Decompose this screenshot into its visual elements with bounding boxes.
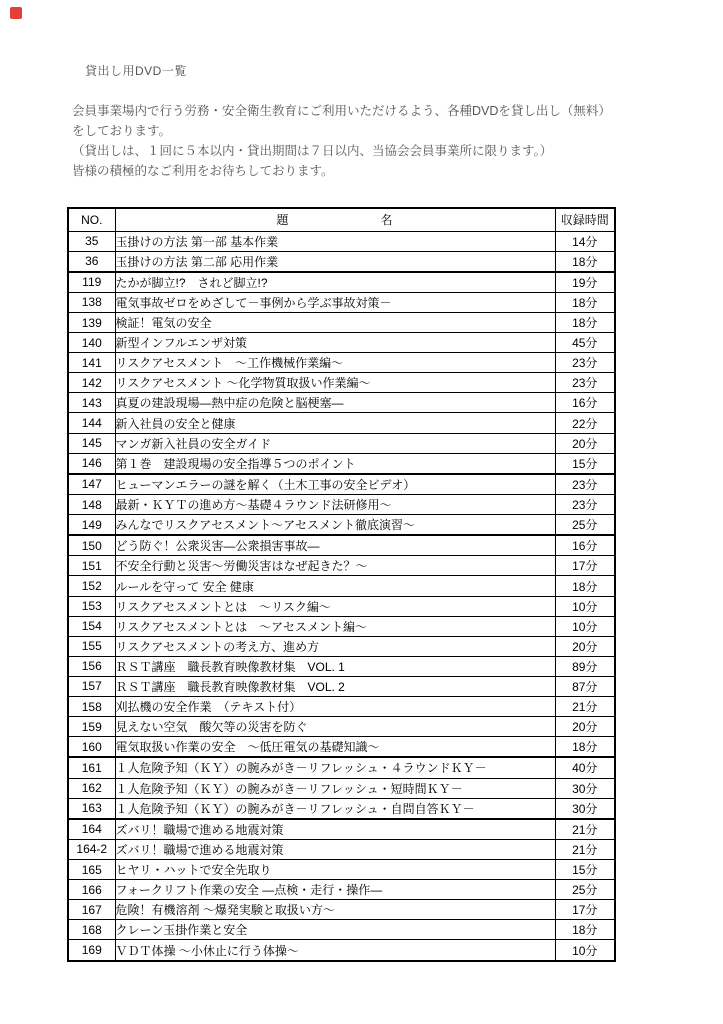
cell-duration: 30分 <box>555 778 615 798</box>
table-row <box>68 373 615 393</box>
table-row <box>68 798 615 819</box>
cell-duration: 23分 <box>555 353 615 373</box>
table-row <box>68 535 615 556</box>
cell-no: 149 <box>68 515 115 536</box>
cell-no: 141 <box>68 353 115 373</box>
cell-title: リスクアセスメントの考え方、進め方 <box>115 636 555 656</box>
table-row <box>68 576 615 596</box>
cell-duration: 17分 <box>555 556 615 576</box>
cell-title: 検証！電気の安全 <box>115 313 555 333</box>
table-row <box>68 556 615 576</box>
cell-no: 169 <box>68 940 115 961</box>
table-row <box>68 717 615 737</box>
table-row <box>68 313 615 333</box>
cell-title: ルールを守って 安全 健康 <box>115 576 555 596</box>
intro-line-3: （貸出しは、１回に５本以内・貸出期間は７日以内、当協会会員事業所に限ります。） <box>72 144 553 158</box>
cell-no: 165 <box>68 860 115 880</box>
cell-no: 145 <box>68 433 115 453</box>
table-row <box>68 393 615 413</box>
cell-no: 144 <box>68 413 115 433</box>
cell-duration: 15分 <box>555 453 615 474</box>
table-row <box>68 737 615 758</box>
cell-title: 新入社員の安全と健康 <box>115 413 555 433</box>
cell-no: 140 <box>68 333 115 353</box>
cell-title: ズバリ！職場で進める地震対策 <box>115 819 555 840</box>
cell-duration: 87分 <box>555 676 615 696</box>
cell-title: ヒヤリ・ハットで安全先取り <box>115 860 555 880</box>
cell-title: リスクアセスメント ～化学物質取扱い作業編～ <box>115 373 555 393</box>
cell-title: リスクアセスメント ～工作機械作業編～ <box>115 353 555 373</box>
cell-duration: 20分 <box>555 717 615 737</box>
table-row <box>68 860 615 880</box>
cell-duration: 10分 <box>555 616 615 636</box>
cell-no: 167 <box>68 900 115 920</box>
cell-no: 166 <box>68 880 115 900</box>
dvd-table-body <box>68 231 615 961</box>
cell-title: ズバリ！職場で進める地震対策 <box>115 839 555 859</box>
cell-duration: 25分 <box>555 880 615 900</box>
cell-title: １人危険予知（ＫＹ）の腕みがき－リフレッシュ・４ラウンドＫＹ－ <box>115 757 555 778</box>
table-row <box>68 819 615 840</box>
cell-no: 138 <box>68 292 115 312</box>
cell-title: ＲＳＴ講座 職長教育映像教材集 VOL. 2 <box>115 676 555 696</box>
cell-title: 第１巻 建設現場の安全指導５つのポイント <box>115 453 555 474</box>
cell-no: 157 <box>68 676 115 696</box>
cell-no: 155 <box>68 636 115 656</box>
cell-duration: 18分 <box>555 251 615 272</box>
cell-duration: 40分 <box>555 757 615 778</box>
cell-title: ヒューマンエラーの謎を解く（土木工事の安全ビデオ） <box>115 474 555 495</box>
cell-title: リスクアセスメントとは ～リスク編～ <box>115 596 555 616</box>
cell-duration: 20分 <box>555 636 615 656</box>
cell-no: 148 <box>68 494 115 514</box>
table-row <box>68 778 615 798</box>
cell-title: 真夏の建設現場—熱中症の危険と脳梗塞— <box>115 393 555 413</box>
cell-no: 159 <box>68 717 115 737</box>
red-marker-icon <box>10 7 22 19</box>
cell-duration: 20分 <box>555 433 615 453</box>
cell-duration: 16分 <box>555 535 615 556</box>
cell-title: 刈払機の安全作業 （テキスト付） <box>115 697 555 717</box>
cell-title: １人危険予知（ＫＹ）の腕みがき－リフレッシュ・自問自答ＫＹ－ <box>115 798 555 819</box>
intro-line-1: 会員事業場内で行う労務・安全衛生教育にご利用いただけるよう、各種DVDを貸し出し（無料） <box>72 104 611 118</box>
cell-duration: 18分 <box>555 737 615 758</box>
table-row <box>68 920 615 940</box>
intro-line-2: をしております。 <box>72 124 172 138</box>
cell-duration: 45分 <box>555 333 615 353</box>
cell-title: ＲＳＴ講座 職長教育映像教材集 VOL. 1 <box>115 656 555 676</box>
cell-no: 36 <box>68 251 115 272</box>
cell-no: 156 <box>68 656 115 676</box>
intro-line-4: 皆様の積極的なご利用をお待ちしております。 <box>72 164 334 178</box>
cell-no: 164-2 <box>68 839 115 859</box>
cell-title: 新型インフルエンザ対策 <box>115 333 555 353</box>
table-row <box>68 272 615 293</box>
cell-duration: 18分 <box>555 920 615 940</box>
cell-duration: 15分 <box>555 860 615 880</box>
cell-no: 153 <box>68 596 115 616</box>
cell-no: 151 <box>68 556 115 576</box>
cell-no: 150 <box>68 535 115 556</box>
cell-duration: 21分 <box>555 697 615 717</box>
table-row <box>68 453 615 474</box>
cell-duration: 22分 <box>555 413 615 433</box>
cell-title: たかが脚立!? されど脚立!? <box>115 272 555 293</box>
table-row <box>68 676 615 696</box>
cell-duration: 10分 <box>555 596 615 616</box>
cell-duration: 18分 <box>555 576 615 596</box>
cell-title: マンガ新入社員の安全ガイド <box>115 433 555 453</box>
cell-no: 168 <box>68 920 115 940</box>
cell-no: 164 <box>68 819 115 840</box>
table-row <box>68 494 615 514</box>
cell-title: 玉掛けの方法 第一部 基本作業 <box>115 231 555 251</box>
cell-duration: 14分 <box>555 231 615 251</box>
cell-no: 160 <box>68 737 115 758</box>
table-row <box>68 940 615 961</box>
cell-no: 119 <box>68 272 115 293</box>
intro-text <box>72 101 652 181</box>
cell-duration: 18分 <box>555 292 615 312</box>
cell-title: 最新・ＫＹＴの進め方～基礎４ラウンド法研修用～ <box>115 494 555 514</box>
page-title: 貸出し用DVD一覧 <box>85 64 187 78</box>
cell-title: どう防ぐ！公衆災害—公衆損害事故— <box>115 535 555 556</box>
cell-no: 143 <box>68 393 115 413</box>
cell-duration: 18分 <box>555 313 615 333</box>
table-row <box>68 333 615 353</box>
cell-duration: 30分 <box>555 798 615 819</box>
cell-duration: 16分 <box>555 393 615 413</box>
cell-title: クレーン玉掛作業と安全 <box>115 920 555 940</box>
header-no: NO. <box>68 208 115 231</box>
table-row <box>68 839 615 859</box>
cell-duration: 21分 <box>555 819 615 840</box>
cell-no: 142 <box>68 373 115 393</box>
cell-no: 146 <box>68 453 115 474</box>
table-row <box>68 616 615 636</box>
table-row <box>68 900 615 920</box>
cell-no: 154 <box>68 616 115 636</box>
cell-duration: 23分 <box>555 474 615 495</box>
cell-duration: 89分 <box>555 656 615 676</box>
cell-duration: 23分 <box>555 494 615 514</box>
table-row <box>68 433 615 453</box>
cell-duration: 19分 <box>555 272 615 293</box>
cell-title: 危険！有機溶剤 ～爆発実験と取扱い方～ <box>115 900 555 920</box>
header-duration: 収録時間 <box>555 208 615 231</box>
cell-no: 162 <box>68 778 115 798</box>
table-row <box>68 697 615 717</box>
cell-duration: 17分 <box>555 900 615 920</box>
cell-title: ＶＤＴ体操 ～小休止に行う体操～ <box>115 940 555 961</box>
table-row <box>68 292 615 312</box>
dvd-list-table <box>67 207 616 962</box>
cell-no: 139 <box>68 313 115 333</box>
cell-no: 163 <box>68 798 115 819</box>
table-row <box>68 636 615 656</box>
cell-no: 152 <box>68 576 115 596</box>
header-title: 題 名 <box>115 208 555 231</box>
table-row <box>68 656 615 676</box>
table-row <box>68 515 615 536</box>
cell-duration: 21分 <box>555 839 615 859</box>
table-row <box>68 353 615 373</box>
table-row <box>68 251 615 272</box>
cell-duration: 23分 <box>555 373 615 393</box>
cell-title: 電気取扱い作業の安全 ～低圧電気の基礎知識～ <box>115 737 555 758</box>
table-row <box>68 596 615 616</box>
cell-no: 161 <box>68 757 115 778</box>
cell-duration: 25分 <box>555 515 615 536</box>
table-row <box>68 413 615 433</box>
cell-no: 35 <box>68 231 115 251</box>
cell-title: フォークリフト作業の安全 —点検・走行・操作— <box>115 880 555 900</box>
cell-no: 147 <box>68 474 115 495</box>
cell-title: 玉掛けの方法 第二部 応用作業 <box>115 251 555 272</box>
cell-title: 不安全行動と災害～労働災害はなぜ起きた？～ <box>115 556 555 576</box>
table-row <box>68 880 615 900</box>
table-row <box>68 474 615 495</box>
cell-title: １人危険予知（ＫＹ）の腕みがき－リフレッシュ・短時間ＫＹ－ <box>115 778 555 798</box>
cell-duration: 10分 <box>555 940 615 961</box>
cell-title: 見えない空気 酸欠等の災害を防ぐ <box>115 717 555 737</box>
table-row <box>68 231 615 251</box>
cell-title: みんなでリスクアセスメント～アセスメント徹底演習～ <box>115 515 555 536</box>
cell-title: 電気事故ゼロをめざして－事例から学ぶ事故対策－ <box>115 292 555 312</box>
cell-no: 158 <box>68 697 115 717</box>
table-row <box>68 757 615 778</box>
cell-title: リスクアセスメントとは ～アセスメント編～ <box>115 616 555 636</box>
table-header-row <box>68 208 615 231</box>
